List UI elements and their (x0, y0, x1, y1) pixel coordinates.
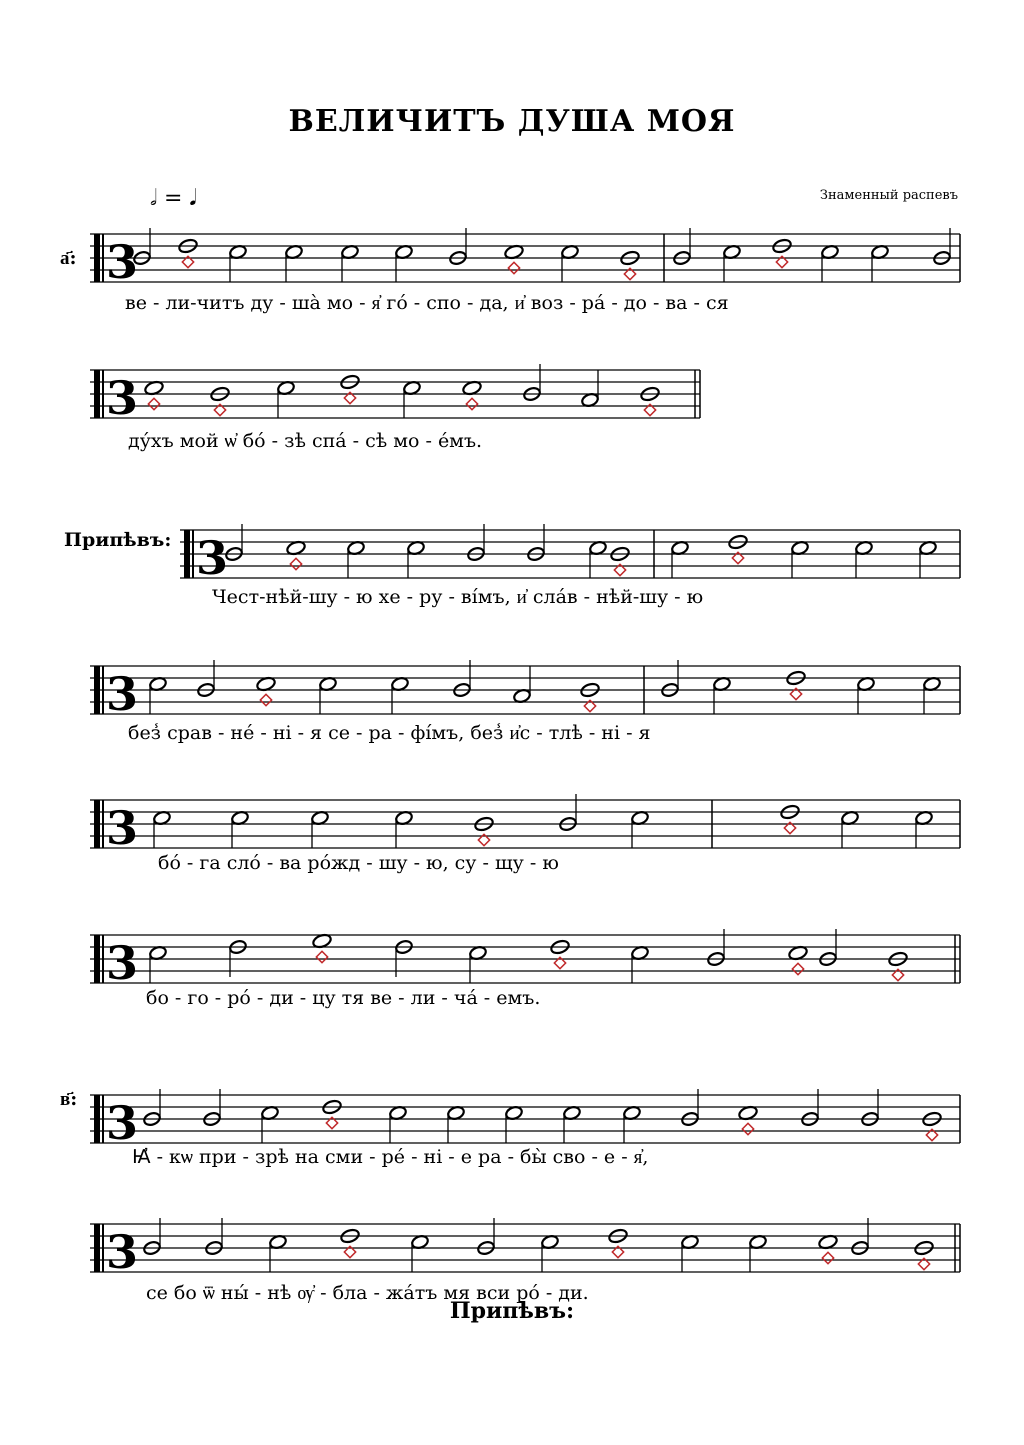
page-title: ВЕЛИЧИТЪ ДУША МОЯ (288, 104, 736, 139)
half-note (919, 540, 938, 578)
half-note (269, 1234, 288, 1272)
half-note (923, 676, 942, 714)
half-note (821, 244, 840, 282)
alto-clef (94, 666, 138, 721)
accent-diamond (822, 1252, 833, 1263)
staff-2 (0, 360, 1024, 440)
half-note (857, 676, 876, 714)
half-note (447, 1105, 466, 1143)
verse-label-2: в҃: (60, 1088, 78, 1110)
half-note (149, 676, 168, 714)
half-note (581, 370, 600, 408)
half-note (277, 380, 296, 418)
half-note (671, 540, 690, 578)
lyric-line-2: ду́хъ мой ѡ҆ бо́ - зѣ спа́ - сѣ мо - е́мъ. (128, 430, 483, 452)
half-note (631, 810, 650, 848)
alto-clef (94, 935, 138, 990)
alto-clef (94, 370, 138, 425)
lyric-line-1: ве - ли-читъ ду - ша̀ мо - я҆ го́ - спо - да, и҆ воз - ра́ - до - ва - ся (125, 292, 729, 314)
accent-diamond (290, 558, 301, 569)
half-note (561, 244, 580, 282)
alto-clef (94, 1095, 138, 1150)
svg-text:3: 3 (106, 936, 139, 990)
half-note (285, 244, 304, 282)
accent-diamond (742, 1123, 753, 1134)
half-note (347, 540, 366, 578)
half-note (341, 244, 360, 282)
half-note (231, 810, 250, 848)
half-note (149, 945, 168, 983)
half-note (623, 1105, 642, 1143)
lyric-line-3: Чест-нѣй-шу - ю хе - ру - ві́мъ, и҆ сла́в - нѣй-шу - ю (212, 586, 704, 608)
half-note (469, 945, 488, 983)
alto-clef (94, 234, 138, 289)
accent-diamond (148, 398, 159, 409)
accent-diamond (316, 951, 327, 962)
half-note (841, 810, 860, 848)
svg-text:3: 3 (106, 667, 139, 721)
half-note (563, 1105, 582, 1143)
svg-text:3: 3 (106, 1225, 139, 1279)
half-note (505, 1105, 524, 1143)
refrain-label: Припѣвъ: (64, 529, 172, 551)
half-note (389, 1105, 408, 1143)
accent-diamond (260, 694, 271, 705)
half-note (681, 1234, 700, 1272)
refrain-reference: Припѣвъ: (449, 1298, 575, 1324)
lyric-line-4: без̾ срав - не́ - ні - я се - ра - фі́мъ, без̾ и҆с - тлѣ - ні - я (128, 722, 651, 744)
lyric-line-6: бо - го - ро́ - ди - цу тя ве - ли - ча́ - емъ. (146, 987, 541, 1009)
half-note (395, 810, 414, 848)
svg-text:3: 3 (106, 1096, 139, 1150)
svg-text:3: 3 (196, 531, 229, 585)
half-note (791, 540, 810, 578)
lyric-line-8: се бо ѿ ны́ - нѣ ѹ҆ - бла - жа́тъ мя вси ро́ - ди. (146, 1282, 589, 1304)
half-note (855, 540, 874, 578)
half-note (311, 810, 330, 848)
half-note (395, 244, 414, 282)
alto-clef (94, 1224, 138, 1279)
half-note (513, 666, 532, 704)
half-note (411, 1234, 430, 1272)
half-note (403, 380, 422, 418)
verse-label-1: а҃: (60, 247, 77, 269)
half-note (915, 810, 934, 848)
alto-clef (94, 800, 138, 855)
accent-diamond (792, 963, 803, 974)
svg-text:3: 3 (106, 371, 139, 425)
accent-diamond (508, 262, 519, 273)
lyric-line-7: Ꙗ҆ - кѡ при - зрѣ на сми - ре́ - ні - е ра - бы̀ сво - е - я҆, (132, 1146, 649, 1168)
svg-text:3: 3 (106, 801, 139, 855)
half-note (723, 244, 742, 282)
svg-text:3: 3 (106, 235, 139, 289)
half-note (391, 676, 410, 714)
chant-name: Знаменный распевъ (819, 188, 958, 203)
half-note (589, 540, 608, 578)
half-note (749, 1234, 768, 1272)
half-note (541, 1234, 560, 1272)
tempo-marking: 𝅗𝅥 = 𝅘𝅥 (150, 186, 197, 211)
half-note (713, 676, 732, 714)
half-note (407, 540, 426, 578)
half-note (229, 244, 248, 282)
half-note (871, 244, 890, 282)
lyric-line-5: бо́ - га сло́ - ва ро́жд - шу - ю, су - щу - ю (158, 852, 559, 874)
half-note (261, 1105, 280, 1143)
accent-diamond (466, 398, 477, 409)
half-note (319, 676, 338, 714)
half-note (631, 945, 650, 983)
alto-clef (184, 530, 228, 585)
half-note (153, 810, 172, 848)
